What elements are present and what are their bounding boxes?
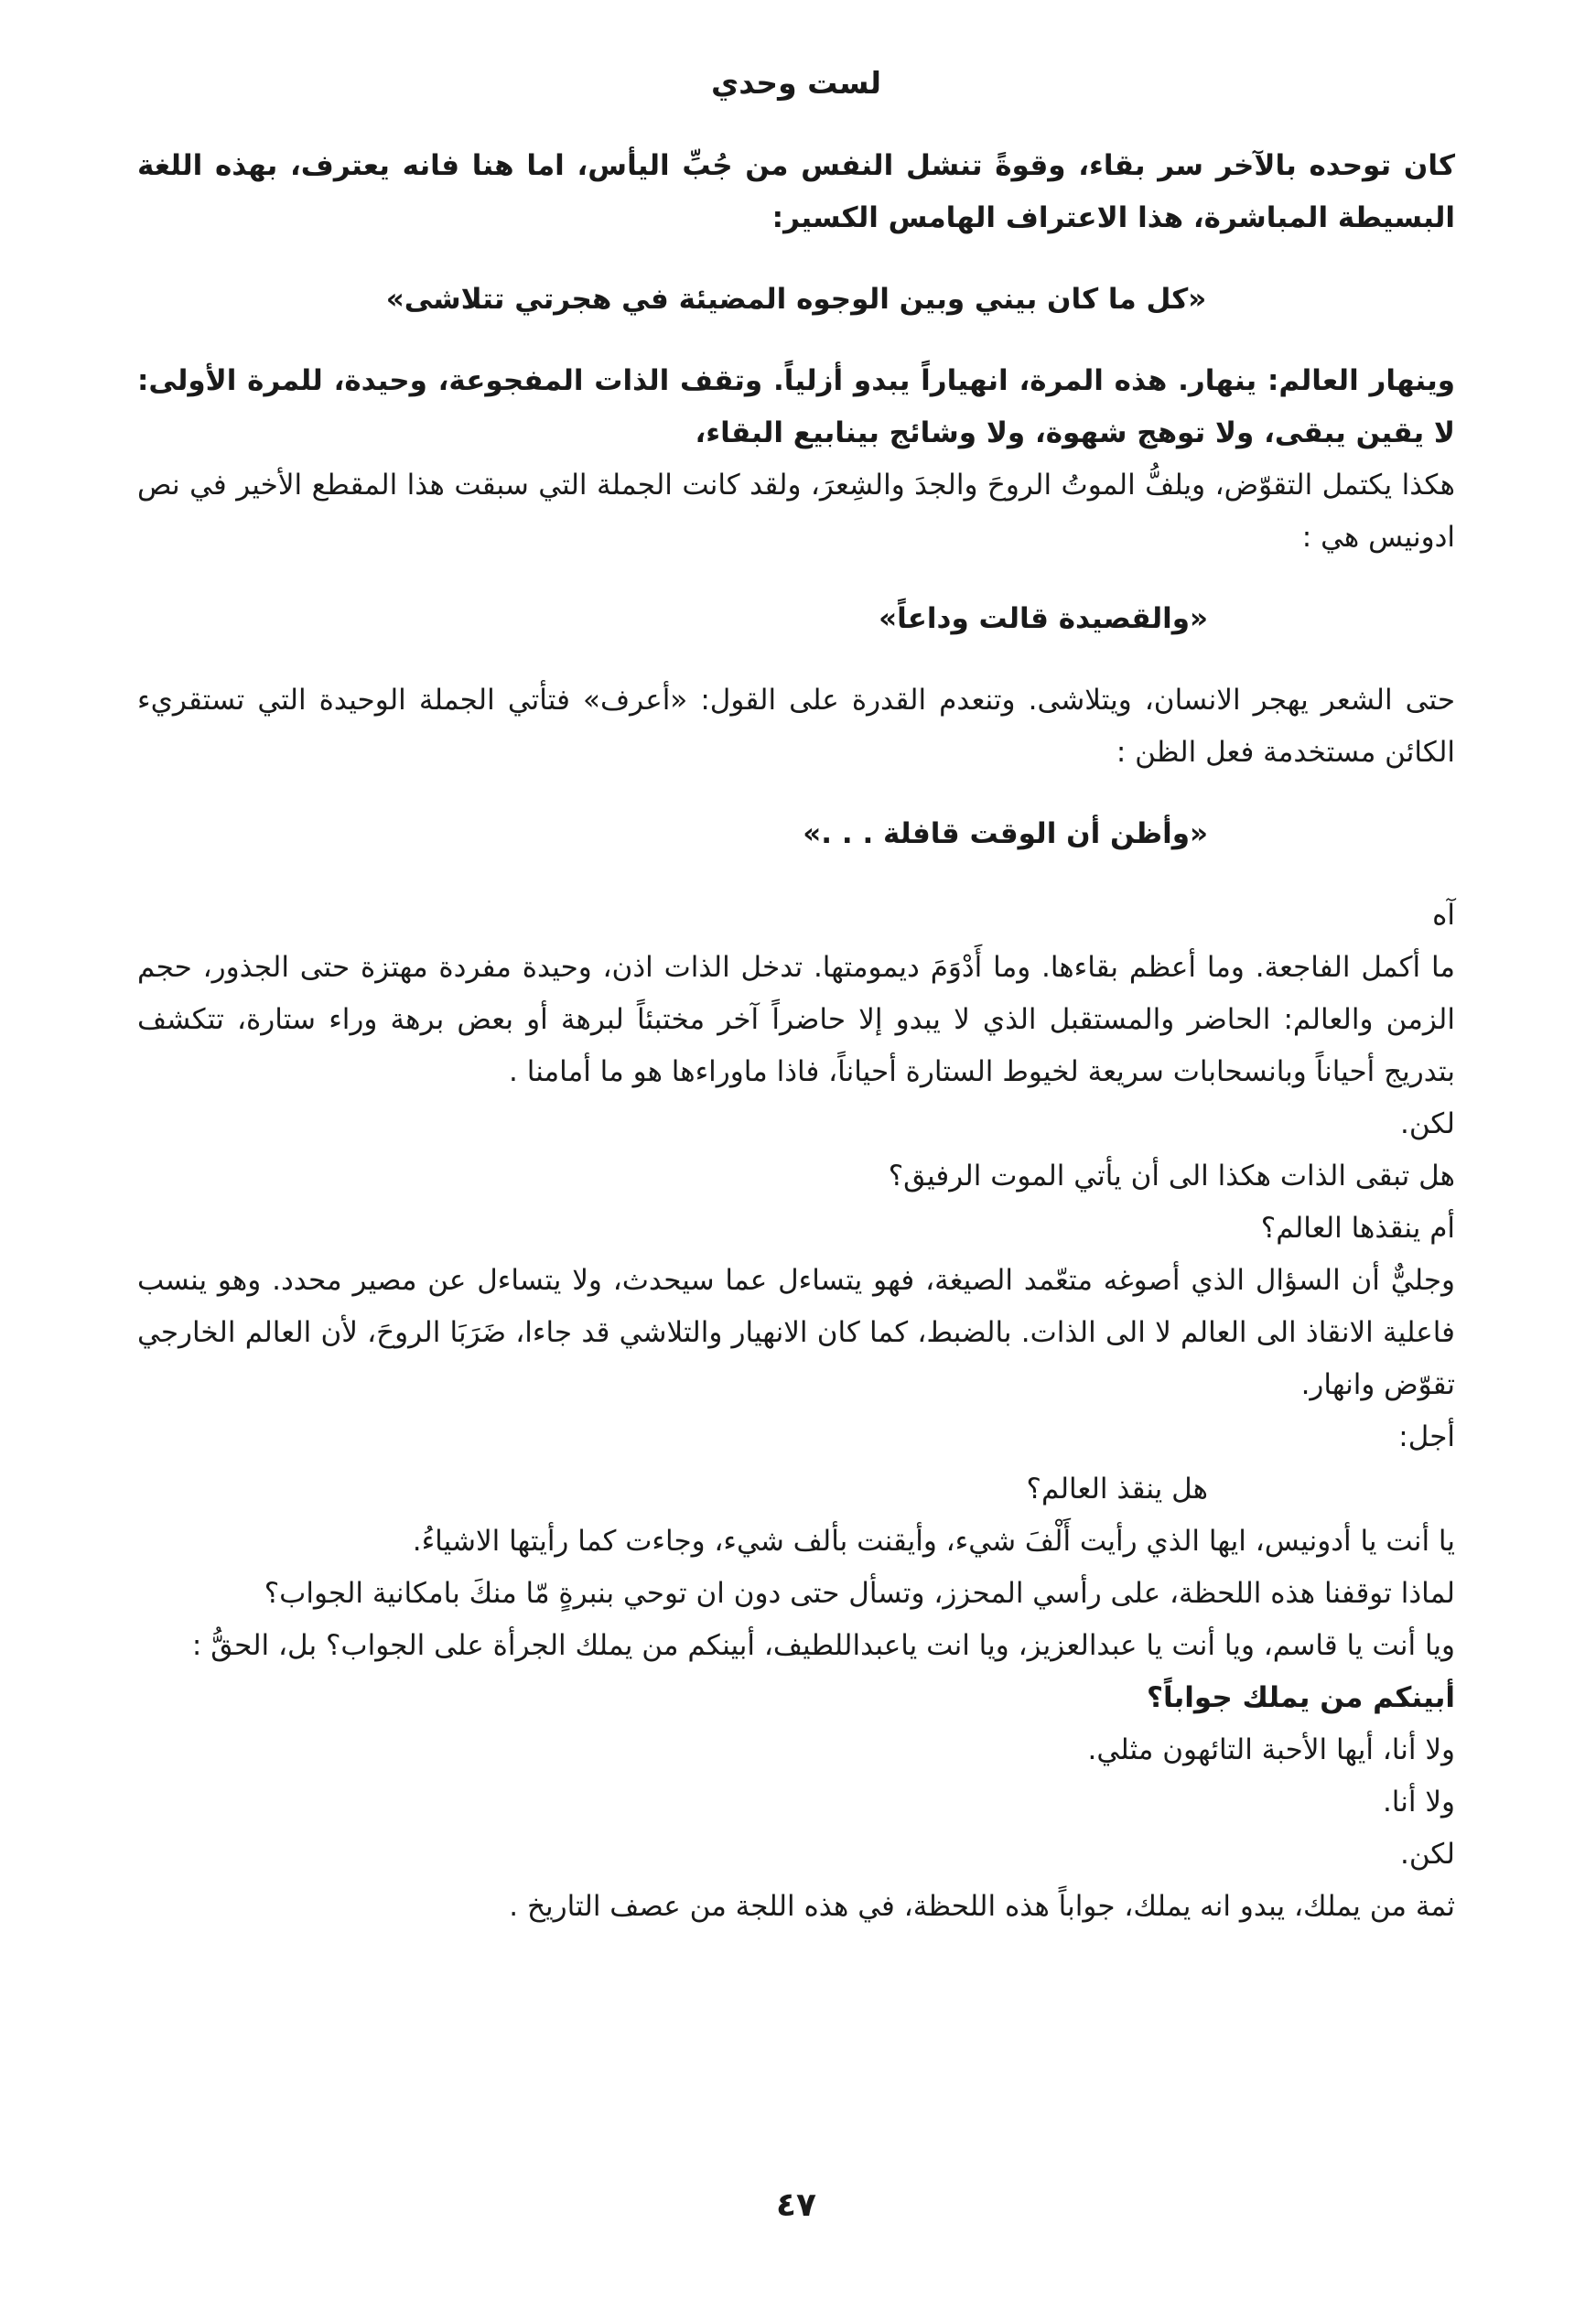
paragraph: ولا أنا، أيها الأحبة التائهون مثلي. (1087, 1732, 1455, 1766)
block-quote: «كل ما كان بيني وبين الوجوه المضيئة في هجرتي تتلاشى» (385, 282, 1207, 316)
indented-question: هل ينقذ العالم؟ (1026, 1472, 1208, 1506)
paragraph: ولا أنا. (1382, 1785, 1455, 1819)
running-title: لست وحدي (711, 65, 881, 101)
paragraph: كان توحده بالآخر سر بقاء، وقوةً تنشل النفس من جُبِّ اليأس، اما هنا فانه يعترف، بهذه اللغة البسيطة المباشرة، هذا الاعتراف الهامس الكسير: (137, 148, 1455, 234)
paragraph: وينهار العالم: ينهار. هذه المرة، انهياراً يبدو أزلياً. وتقف الذات المفجوعة، وحيدة، للمرة الأولى: لا يقين يبقى، ولا توهج شهوة، ولا وشائج بينابيع البقاء، (137, 363, 1455, 449)
book-page (137, 64, 1455, 2242)
paragraph: لكن. (1399, 1106, 1455, 1140)
block-quote: «وأظن أن الوقت قافلة . . .» (803, 816, 1208, 850)
paragraph: هكذا يكتمل التقوّض، ويلفُّ الموتُ الروحَ والجدَ والشِعرَ، ولقد كانت الجملة التي سبقت هذا المقطع الأخير في نص ادونيس هي : (137, 468, 1455, 554)
paragraph: حتى الشعر يهجر الانسان، ويتلاشى. وتنعدم القدرة على القول: «أعرف» فتأتي الجملة الوحيدة التي تستقريء الكائن مستخدمة فعل الظن : (137, 683, 1455, 769)
paragraph: لكن. (1399, 1837, 1455, 1871)
paragraph: أجل: (1398, 1419, 1455, 1453)
paragraph: آه (1432, 898, 1455, 932)
block-quote: «والقصيدة قالت وداعاً» (879, 601, 1208, 635)
paragraph: ويا أنت يا قاسم، ويا أنت يا عبدالعزيز، ويا انت ياعبداللطيف، أبينكم من يملك الجرأة على الجواب؟ بل، الحقُّ : (191, 1628, 1455, 1662)
page-number: ٤٧ (776, 2186, 816, 2224)
paragraph: أم ينقذها العالم؟ (1260, 1211, 1455, 1245)
paragraph: ما أكمل الفاجعة. وما أعظم بقاءها. وما أَدْوَمَ ديمومتها. تدخل الذات اذن، وحيدة مفردة مهتزة حتى الجذور، حجم الزمن والعالم: الحاضر والمستقبل الذي لا يبدو إلا حاضراً آخر مختبئاً لبرهة أو بعض برهة وراء ستارة، تتكشف بتدريج أحياناً وبانسحابات سريعة لخيوط الستارة أحياناً، فاذا ماوراءها هو ما أمامنا . (137, 950, 1455, 1088)
paragraph: لماذا توقفنا هذه اللحظة، على رأسي المحزز، وتسأل حتى دون ان توحي بنبرةٍ مّا منكَ بامكانية الجواب؟ (264, 1576, 1455, 1610)
paragraph: وجليٌّ أن السؤال الذي أصوغه متعّمد الصيغة، فهو يتساءل عما سيحدث، ولا يتساءل عن مصير محدد. وهو ينسب فاعلية الانقاذ الى العالم لا الى الذات. بالضبط، كما كان الانهيار والتلاشي قد جاءا، ضَرَبَا الروحَ، لأن العالم الخارجي تقوّض وانهار. (137, 1263, 1455, 1401)
paragraph: ثمة من يملك، يبدو انه يملك، جواباً هذه اللحظة، في هذه اللجة من عصف التاريخ . (509, 1889, 1455, 1923)
paragraph: هل تبقى الذات هكذا الى أن يأتي الموت الرفيق؟ (888, 1159, 1455, 1193)
paragraph: يا أنت يا أدونيس، ايها الذي رأيت أَلْفَ شيء، وأيقنت بألف شيء، وجاءت كما رأيتها الاشياءُ. (412, 1524, 1455, 1558)
paragraph: أبينكم من يملك جواباً؟ (1147, 1680, 1455, 1714)
